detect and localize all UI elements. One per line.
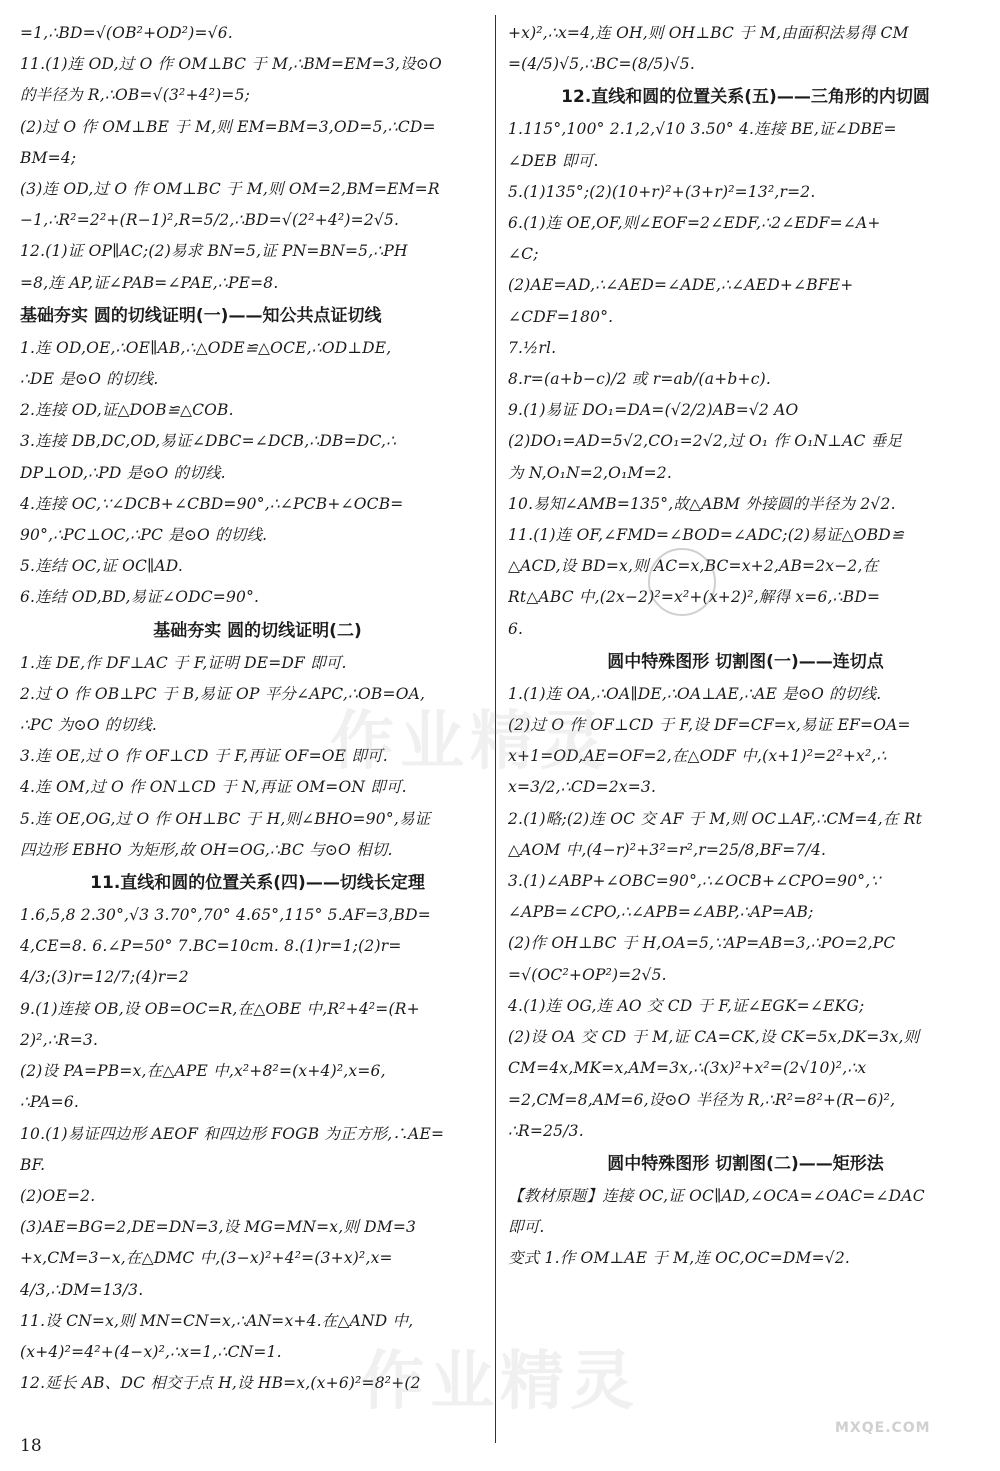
site-logo: MXQE.COM <box>835 1420 931 1436</box>
answer-line: =1,∴BD=√(OB²+OD²)=√6. <box>20 24 233 42</box>
answer-line: 6. <box>508 619 524 638</box>
section-heading: 11.直线和圆的位置关系(四)——切线长定理 <box>90 873 425 894</box>
answer-line: (2)AE=AD,∴∠AED=∠ADE,∴∠AED+∠BFE+ <box>508 276 854 295</box>
answer-line: 4,CE=8. 6.∠P=50° 7.BC=10cm. 8.(1)r=1;(2)r= <box>20 937 402 956</box>
answer-line: 7.½rl. <box>508 338 557 357</box>
answer-line: 3.连 OE,过 O 作 OF⊥CD 于 F,再证 OF=OE 即可. <box>20 747 388 766</box>
left-column <box>20 18 495 1399</box>
answer-line: 4/3;(3)r=12/7;(4)r=2 <box>20 968 189 987</box>
answer-line: =8,连 AP,证∠PAB=∠PAE,∴PE=8. <box>20 273 279 292</box>
answer-line: (2)设 PA=PB=x,在△APE 中,x²+8²=(x+4)²,x=6, <box>20 1062 386 1081</box>
answer-line: ∴PA=6. <box>20 1093 80 1112</box>
answer-line: 5.连 OE,OG,过 O 作 OH⊥BC 于 H,则∠BHO=90°,易证 <box>20 809 431 828</box>
answer-line: 1.6,5,8 2.30°,√3 3.70°,70° 4.65°,115° 5.AF=3,BD= <box>20 906 431 925</box>
answer-line: 5.(1)135°;(2)(10+r)²+(3+r)²=13²,r=2. <box>508 182 816 201</box>
section-heading: 12.直线和圆的位置关系(五)——三角形的内切圆 <box>561 87 930 108</box>
answer-line: 11.(1)连 OF,∠FMD=∠BOD=∠ADC;(2)易证△OBD≌ <box>508 526 905 545</box>
watermark: 作业精灵 <box>360 1345 640 1419</box>
column-divider <box>495 15 496 1443</box>
answer-line: =√(OC²+OP²)=2√5. <box>508 965 667 984</box>
answer-line: 【教材原题】连接 OC,证 OC∥AD,∠OCA=∠OAC=∠DAC <box>508 1186 925 1205</box>
answer-line: x=3/2,∴CD=2x=3. <box>508 778 657 797</box>
answer-line: 1.连 OD,OE,∴OE∥AB,∴△ODE≌△OCE,∴OD⊥DE, <box>20 338 392 357</box>
answer-line: 1.115°,100° 2.1,2,√10 3.50° 4.连接 BE,证∠DBE= <box>508 120 897 139</box>
answer-line: =(4/5)√5,∴BC=(8/5)√5. <box>508 55 695 74</box>
answer-line: ∠C; <box>508 245 539 264</box>
page-number: 18 <box>20 1436 42 1456</box>
answer-line: (x+4)²=4²+(4−x)²,∴x=1,∴CN=1. <box>20 1342 282 1361</box>
answer-line: ∠DEB 即可. <box>508 151 599 170</box>
answer-line: 3.连接 DB,DC,OD,易证∠DBC=∠DCB,∴DB=DC,∴ <box>20 432 397 451</box>
answer-line: 的半径为 R,∴OB=√(3²+4²)=5; <box>20 86 251 105</box>
answer-line: 90°,∴PC⊥OC,∴PC 是⊙O 的切线. <box>20 526 268 545</box>
stamp-seal <box>648 548 716 616</box>
answer-line: 即可. <box>508 1218 545 1237</box>
answer-line: DP⊥OD,∴PD 是⊙O 的切线. <box>20 463 226 482</box>
answer-line: (3)连 OD,过 O 作 OM⊥BC 于 M,则 OM=2,BM=EM=R <box>20 180 440 199</box>
answer-line: ∠CDF=180°. <box>508 307 614 326</box>
answer-line: 4.(1)连 OG,连 AO 交 CD 于 F,证∠EGK=∠EKG; <box>508 996 865 1015</box>
answer-line: ∴R=25/3. <box>508 1121 584 1140</box>
answer-line: 3.(1)∠ABP+∠OBC=90°,∴∠OCB+∠CPO=90°,∵ <box>508 872 881 891</box>
answer-line: 6.(1)连 OE,OF,则∠EOF=2∠EDF,∴2∠EDF=∠A+ <box>508 214 881 233</box>
answer-line: 6.连结 OD,BD,易证∠ODC=90°. <box>20 588 260 607</box>
answer-line: +x,CM=3−x,在△DMC 中,(3−x)²+4²=(3+x)²,x= <box>20 1249 393 1268</box>
answer-line: 变式 1.作 OM⊥AE 于 M,连 OC,OC=DM=√2. <box>508 1249 851 1268</box>
answer-line: 10.(1)易证四边形 AEOF 和四边形 FOGB 为正方形,∴AE= <box>20 1124 445 1143</box>
answer-line: 4.连接 OC,∵∠DCB+∠CBD=90°,∴∠PCB+∠OCB= <box>20 494 404 513</box>
answer-line: Rt△ABC 中,(2x−2)²=x²+(x+2)²,解得 x=6,∴BD= <box>508 588 881 607</box>
answer-line: 12.延长 AB、DC 相交于点 H,设 HB=x,(x+6)²=8²+(2 <box>20 1374 421 1393</box>
answer-line: (2)作 OH⊥BC 于 H,OA=5,∵AP=AB=3,∴PO=2,PC <box>508 934 896 953</box>
section-heading: 圆中特殊图形 切割图(一)——连切点 <box>607 651 884 672</box>
answer-line: CM=4x,MK=x,AM=3x,∴(3x)²+x²=(2√10)²,∴x <box>508 1059 867 1078</box>
answer-line: 1.(1)连 OA,∴OA∥DE,∴OA⊥AE,∴AE 是⊙O 的切线. <box>508 684 882 703</box>
answer-line: 2.过 O 作 OB⊥PC 于 B,易证 OP 平分∠APC,∴OB=OA, <box>20 684 426 703</box>
answer-line: 5.连结 OC,证 OC∥AD. <box>20 557 184 576</box>
answer-line: (2)设 OA 交 CD 于 M,证 CA=CK,设 CK=5x,DK=3x,则 <box>508 1028 920 1047</box>
answer-line: BM=4; <box>20 148 77 167</box>
answer-line: 2.(1)略;(2)连 OC 交 AF 于 M,则 OC⊥AF,∴CM=4,在 Rt <box>508 809 922 828</box>
answer-line: ∴DE 是⊙O 的切线. <box>20 370 159 389</box>
answer-line: ∠APB=∠CPO,∴∠APB=∠ABP,∴AP=AB; <box>508 903 814 922</box>
answer-line: 4.连 OM,过 O 作 ON⊥CD 于 N,再证 OM=ON 即可. <box>20 778 407 797</box>
answer-line: +x)²,∴x=4,连 OH,则 OH⊥BC 于 M,由面积法易得 CM <box>508 24 909 42</box>
answer-line: BF. <box>20 1155 46 1174</box>
answer-line: (2)DO₁=AD=5√2,CO₁=2√2,过 O₁ 作 O₁N⊥AC 垂足 <box>508 432 903 451</box>
answer-line: 11.(1)连 OD,过 O 作 OM⊥BC 于 M,∴BM=EM=3,设⊙O <box>20 55 442 74</box>
section-heading: 圆中特殊图形 切割图(二)——矩形法 <box>607 1153 884 1174</box>
answer-line: 9.(1)易证 DO₁=DA=(√2/2)AB=√2 AO <box>508 401 799 420</box>
section-heading: 基础夯实 圆的切线证明(一)——知公共点证切线 <box>20 305 382 326</box>
answer-line: =2,CM=8,AM=6,设⊙O 半径为 R,∴R²=8²+(R−6)², <box>508 1090 896 1109</box>
right-column <box>508 18 983 1275</box>
answer-line: 四边形 EBHO 为矩形,故 OH=OG,∴BC 与⊙O 相切. <box>20 840 393 859</box>
answer-line: 9.(1)连接 OB,设 OB=OC=R,在△OBE 中,R²+4²=(R+ <box>20 999 420 1018</box>
answer-line: (2)过 O 作 OM⊥BE 于 M,则 EM=BM=3,OD=5,∴CD= <box>20 117 436 136</box>
answer-line: △ACD,设 BD=x,则 AC=x,BC=x+2,AB=2x−2,在 <box>508 557 879 576</box>
answer-line: 1.连 DE,作 DF⊥AC 于 F,证明 DE=DF 即可. <box>20 653 347 672</box>
section-heading: 基础夯实 圆的切线证明(二) <box>153 620 362 641</box>
answer-line: (2)OE=2. <box>20 1186 96 1205</box>
watermark: 作业精灵 <box>330 705 610 779</box>
answer-line: 2)²,∴R=3. <box>20 1030 99 1049</box>
answer-line: ∴PC 为⊙O 的切线. <box>20 716 158 735</box>
answer-line: 2.连接 OD,证△DOB≌△COB. <box>20 401 234 420</box>
answer-line: (2)过 O 作 OF⊥CD 于 F,设 DF=CF=x,易证 EF=OA= <box>508 716 911 735</box>
answer-line: (3)AE=BG=2,DE=DN=3,设 MG=MN=x,则 DM=3 <box>20 1218 417 1237</box>
answer-line: 8.r=(a+b−c)/2 或 r=ab/(a+b+c). <box>508 370 771 389</box>
answer-line: △AOM 中,(4−r)²+3²=r²,r=25/8,BF=7/4. <box>508 840 827 859</box>
answer-line: 10.易知∠AMB=135°,故△ABM 外接圆的半径为 2√2. <box>508 494 896 513</box>
answer-line: 4/3,∴DM=13/3. <box>20 1280 144 1299</box>
answer-line: 为 N,O₁N=2,O₁M=2. <box>508 463 672 482</box>
answer-line: 12.(1)证 OP∥AC;(2)易求 BN=5,证 PN=BN=5,∴PH <box>20 242 408 261</box>
answer-line: −1,∴R²=2²+(R−1)²,R=5/2,∴BD=√(2²+4²)=2√5. <box>20 211 400 230</box>
answer-line: 11.设 CN=x,则 MN=CN=x,∴AN=x+4.在△AND 中, <box>20 1311 414 1330</box>
answer-line: x+1=OD,AE=OF=2,在△ODF 中,(x+1)²=2²+x²,∴ <box>508 747 887 766</box>
